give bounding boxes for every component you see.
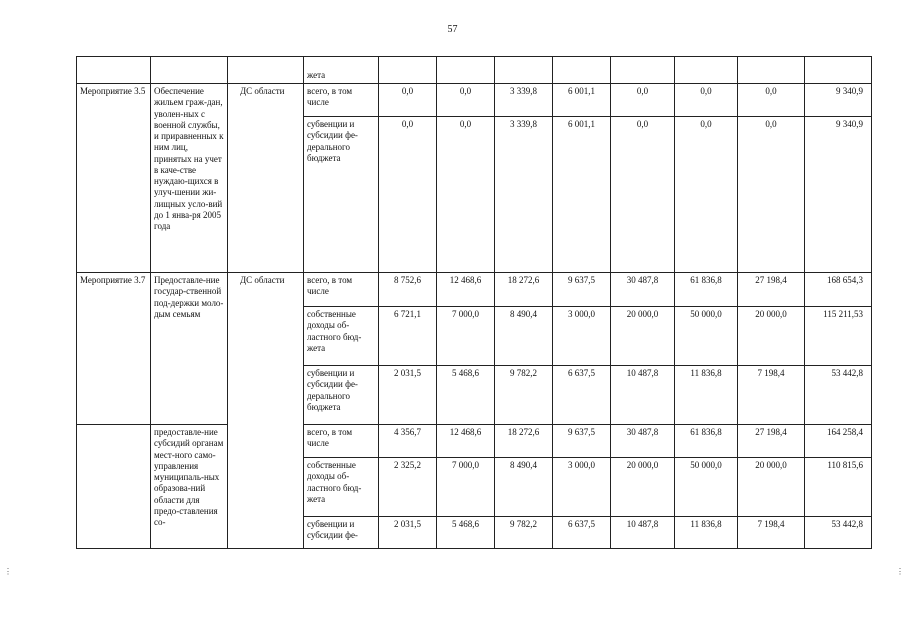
table-row	[77, 57, 872, 84]
measure-description: Предоставле-ние государ-ственной под-держки моло-дым семьям	[151, 273, 228, 425]
source-cell: собственные доходы об-ластного бюд-жета	[304, 307, 379, 366]
value-cell: 0,0	[611, 117, 675, 273]
value-cell: 6 001,1	[553, 84, 611, 117]
value-cell: 9 637,5	[553, 273, 611, 307]
value-cell: 7 000,0	[437, 307, 495, 366]
value-cell: 0,0	[738, 117, 805, 273]
value-cell: 110 815,6	[805, 458, 872, 517]
source-cell: собственные доходы об-ластного бюд-жета	[304, 458, 379, 517]
value-cell: 10 487,8	[611, 366, 675, 425]
value-cell: 20 000,0	[738, 307, 805, 366]
value-cell: 0,0	[738, 84, 805, 117]
value-cell: 7 000,0	[437, 458, 495, 517]
value-cell: 3 339,8	[495, 117, 553, 273]
value-cell: 2 031,5	[379, 366, 437, 425]
value-cell: 164 258,4	[805, 425, 872, 458]
value-cell: 6 637,5	[553, 366, 611, 425]
value-cell: 3 000,0	[553, 458, 611, 517]
source-cell: субвенции и субсидии фе-дерального бюджета	[304, 366, 379, 425]
value-cell: 50 000,0	[675, 458, 738, 517]
source-cell: субвенции и субсидии фе-	[304, 517, 379, 549]
source-cell: всего, в том числе	[304, 425, 379, 458]
value-cell: 8 752,6	[379, 273, 437, 307]
value-cell: 18 272,6	[495, 273, 553, 307]
value-cell: 168 654,3	[805, 273, 872, 307]
value-cell: 0,0	[611, 84, 675, 117]
value-cell: 115 211,53	[805, 307, 872, 366]
source-cell: жета	[304, 57, 379, 84]
value-cell: 9 340,9	[805, 84, 872, 117]
value-cell: 5 468,6	[437, 517, 495, 549]
value-cell: 9 637,5	[553, 425, 611, 458]
value-cell: 6 721,1	[379, 307, 437, 366]
value-cell: 53 442,8	[805, 366, 872, 425]
value-cell: 10 487,8	[611, 517, 675, 549]
value-cell: 0,0	[379, 117, 437, 273]
value-cell: 9 340,9	[805, 117, 872, 273]
value-cell: 0,0	[379, 84, 437, 117]
value-cell: 9 782,2	[495, 517, 553, 549]
measure-description: предоставле-ние субсидий органам мест-ного само-управления муниципаль-ных образова-ний области для предо-ставления со-	[151, 425, 228, 549]
executor: ДС области	[228, 84, 304, 273]
value-cell: 20 000,0	[738, 458, 805, 517]
value-cell: 20 000,0	[611, 307, 675, 366]
value-cell: 2 031,5	[379, 517, 437, 549]
value-cell: 12 468,6	[437, 273, 495, 307]
value-cell: 7 198,4	[738, 517, 805, 549]
page-number: 57	[447, 24, 458, 35]
value-cell: 61 836,8	[675, 273, 738, 307]
value-cell: 50 000,0	[675, 307, 738, 366]
value-cell: 3 000,0	[553, 307, 611, 366]
table-row	[77, 425, 872, 458]
value-cell: 4 356,7	[379, 425, 437, 458]
scan-margin-mark: ⋮	[4, 567, 12, 576]
budget-table	[76, 56, 872, 549]
table-row	[77, 84, 872, 117]
measure-description: Обеспечение жильем граж-дан, уволен-ных с военной службы, и приравненных к ним лиц, принятых на учет в каче-стве нуждаю-щихся в улуч-шении жи-лищных усло-вий до 1 янва-ря 2005 года	[151, 84, 228, 273]
value-cell: 30 487,8	[611, 425, 675, 458]
value-cell: 8 490,4	[495, 307, 553, 366]
value-cell: 0,0	[437, 84, 495, 117]
value-cell: 20 000,0	[611, 458, 675, 517]
measure-code: Мероприятие 3.5	[77, 84, 151, 273]
value-cell: 2 325,2	[379, 458, 437, 517]
scan-margin-mark: ⋮	[896, 567, 904, 576]
value-cell: 7 198,4	[738, 366, 805, 425]
executor: ДС области	[228, 273, 304, 549]
value-cell: 6 637,5	[553, 517, 611, 549]
value-cell: 8 490,4	[495, 458, 553, 517]
value-cell: 12 468,6	[437, 425, 495, 458]
value-cell: 0,0	[675, 84, 738, 117]
value-cell: 18 272,6	[495, 425, 553, 458]
source-cell: всего, в том числе	[304, 84, 379, 117]
value-cell: 0,0	[675, 117, 738, 273]
value-cell: 11 836,8	[675, 517, 738, 549]
table-row	[77, 273, 872, 307]
value-cell: 27 198,4	[738, 425, 805, 458]
measure-code: Мероприятие 3.7	[77, 273, 151, 425]
value-cell: 6 001,1	[553, 117, 611, 273]
value-cell: 5 468,6	[437, 366, 495, 425]
value-cell: 3 339,8	[495, 84, 553, 117]
value-cell: 30 487,8	[611, 273, 675, 307]
value-cell: 53 442,8	[805, 517, 872, 549]
value-cell: 11 836,8	[675, 366, 738, 425]
value-cell: 61 836,8	[675, 425, 738, 458]
source-cell: всего, в том числе	[304, 273, 379, 307]
source-cell: субвенции и субсидии фе-дерального бюджета	[304, 117, 379, 273]
value-cell: 9 782,2	[495, 366, 553, 425]
value-cell: 0,0	[437, 117, 495, 273]
value-cell: 27 198,4	[738, 273, 805, 307]
